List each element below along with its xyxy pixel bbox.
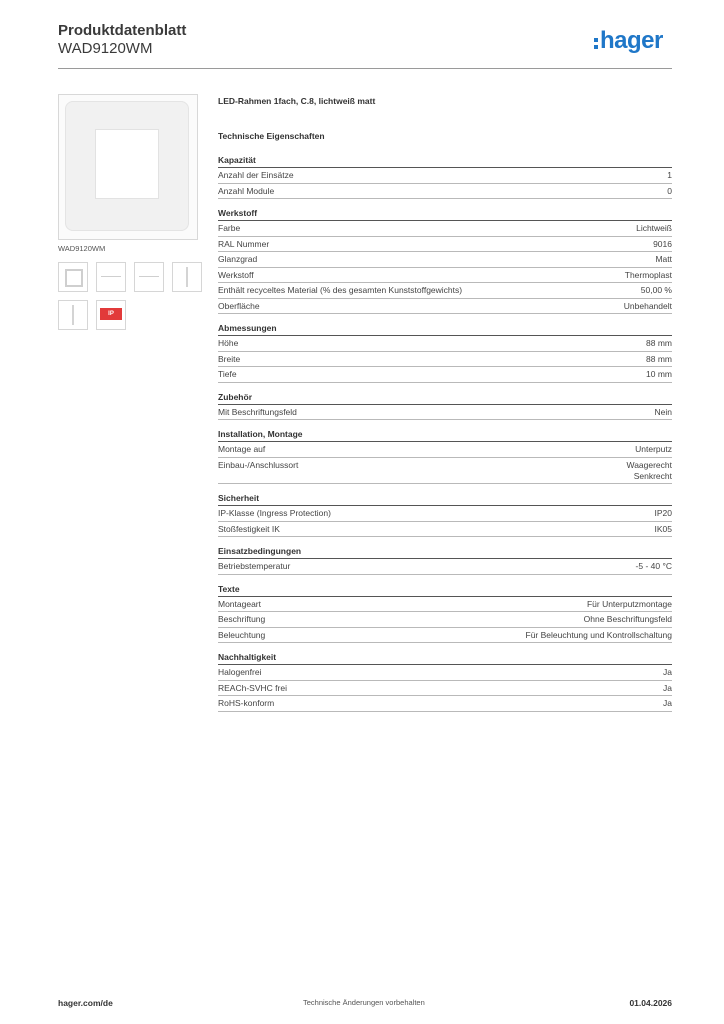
thumbnail-ip-rating[interactable] — [96, 300, 126, 330]
footer-website-link[interactable]: hager.com/de — [58, 998, 113, 1008]
spec-section — [218, 493, 672, 537]
spec-label: Höhe — [218, 338, 239, 348]
spec-value: Thermoplast — [624, 269, 672, 280]
footer-disclaimer: Technische Änderungen vorbehalten — [303, 998, 425, 1007]
product-image-caption: WAD9120WM — [58, 244, 106, 253]
spec-label: IP-Klasse (Ingress Protection) — [218, 508, 331, 518]
spec-value: 88 mm — [646, 338, 672, 348]
spec-label: Anzahl Module — [218, 185, 275, 196]
spec-label: Montage auf — [218, 444, 266, 454]
spec-row — [218, 184, 672, 200]
spec-value: 1 — [667, 170, 672, 180]
spec-label: Farbe — [218, 223, 241, 233]
spec-label: Montageart — [218, 598, 261, 609]
spec-row — [218, 458, 672, 485]
spec-value: Matt — [655, 254, 672, 264]
spec-value: -5 - 40 °C — [635, 561, 672, 571]
thumbnail-side-2[interactable] — [58, 300, 88, 330]
logo-dots-icon — [594, 38, 598, 49]
spec-row — [218, 559, 672, 575]
spec-value: 9016 — [653, 238, 672, 249]
spec-row — [218, 268, 672, 284]
page-subtitle: WAD9120WM — [58, 40, 153, 57]
spec-row — [218, 522, 672, 538]
spec-value: Nein — [654, 406, 672, 417]
spec-label: Enthält recyceltes Material (% des gesamten Kunststoffgewichts) — [218, 285, 463, 295]
spec-row — [218, 352, 672, 368]
spec-row — [218, 221, 672, 237]
spec-row — [218, 696, 672, 712]
thumbnail-side[interactable] — [172, 262, 202, 292]
spec-value: Lichtweiß — [636, 223, 672, 233]
frame-bottom-icon — [139, 276, 159, 277]
frame-top-icon — [101, 276, 121, 277]
section-title: Werkstoff — [218, 208, 672, 221]
spec-section — [218, 429, 672, 484]
spec-value: Ja — [663, 667, 672, 677]
spec-value: Ja — [663, 682, 672, 693]
spec-label: Betriebstemperatur — [218, 561, 291, 571]
spec-value: Für Unterputzmontage — [586, 598, 672, 609]
spec-section — [218, 584, 672, 644]
spec-label: Beleuchtung — [218, 629, 266, 640]
spec-row — [218, 612, 672, 628]
spec-label: RoHS-konform — [218, 698, 275, 708]
spec-value: IK05 — [654, 523, 672, 534]
spec-row — [218, 665, 672, 681]
footer-date: 01.04.2026 — [629, 998, 672, 1008]
frame-shape — [65, 101, 189, 231]
spec-value: Unbehandelt — [623, 300, 672, 311]
spec-value: Ohne Beschriftungsfeld — [583, 614, 672, 624]
spec-section — [218, 323, 672, 383]
spec-value: 0 — [667, 185, 672, 196]
spec-section — [218, 652, 672, 712]
spec-value: 88 mm — [646, 353, 672, 364]
section-title: Installation, Montage — [218, 429, 672, 442]
section-title: Sicherheit — [218, 493, 672, 506]
logo-text: hager — [600, 27, 663, 54]
spec-row — [218, 283, 672, 299]
product-image — [58, 94, 198, 240]
spec-label: REACh-SVHC frei — [218, 682, 287, 693]
spec-row — [218, 237, 672, 253]
spec-label: Beschriftung — [218, 614, 266, 624]
spec-label: Werkstoff — [218, 269, 254, 280]
spec-content — [218, 96, 672, 721]
section-title: Texte — [218, 584, 672, 597]
spec-section — [218, 155, 672, 199]
spec-sections — [218, 155, 672, 712]
spec-section — [218, 208, 672, 314]
spec-row — [218, 628, 672, 644]
spec-row — [218, 597, 672, 613]
spec-row — [218, 681, 672, 697]
ip-rating-icon: IP — [100, 308, 122, 320]
spec-row — [218, 299, 672, 315]
spec-label: Oberfläche — [218, 300, 260, 311]
thumbnail-front[interactable] — [58, 262, 88, 292]
page-title: Produktdatenblatt — [58, 22, 187, 39]
spec-label: Breite — [218, 353, 241, 364]
frame-front-icon — [65, 269, 83, 287]
spec-value: Unterputz — [635, 444, 672, 454]
tech-properties-heading: Technische Eigenschaften — [218, 131, 325, 141]
spec-label: Stoßfestigkeit IK — [218, 523, 280, 534]
spec-row — [218, 506, 672, 522]
spec-label: Halogenfrei — [218, 667, 262, 677]
header-divider — [58, 68, 672, 69]
thumbnail-top[interactable] — [96, 262, 126, 292]
section-title: Einsatzbedingungen — [218, 546, 672, 559]
spec-row — [218, 367, 672, 383]
spec-label: Einbau-/Anschlussort — [218, 459, 299, 470]
spec-value: 50,00 % — [640, 285, 672, 295]
spec-row — [218, 442, 672, 458]
spec-row — [218, 168, 672, 184]
hager-logo[interactable] — [594, 26, 663, 56]
section-title: Zubehör — [218, 392, 672, 405]
section-title: Nachhaltigkeit — [218, 652, 672, 665]
spec-section — [218, 392, 672, 421]
spec-row — [218, 252, 672, 268]
spec-label: Tiefe — [218, 369, 237, 379]
section-title: Abmessungen — [218, 323, 672, 336]
spec-label: Mit Beschriftungsfeld — [218, 406, 297, 417]
spec-label: RAL Nummer — [218, 238, 270, 249]
frame-side-2-icon — [72, 305, 74, 325]
frame-side-icon — [186, 267, 188, 287]
spec-value: Waagerecht Senkrecht — [626, 459, 672, 481]
spec-section — [218, 546, 672, 575]
spec-label: Anzahl der Einsätze — [218, 170, 294, 180]
spec-value: Für Beleuchtung und Kontrollschaltung — [525, 629, 672, 640]
thumbnail-bottom[interactable] — [134, 262, 164, 292]
spec-row — [218, 405, 672, 421]
product-name: LED-Rahmen 1fach, C.8, lichtweiß matt — [218, 96, 376, 106]
frame-opening — [95, 129, 159, 199]
spec-value: IP20 — [654, 508, 672, 518]
spec-value: Ja — [663, 698, 672, 708]
spec-row — [218, 336, 672, 352]
spec-label: Glanzgrad — [218, 254, 258, 264]
spec-value: 10 mm — [646, 369, 672, 379]
section-title: Kapazität — [218, 155, 672, 168]
